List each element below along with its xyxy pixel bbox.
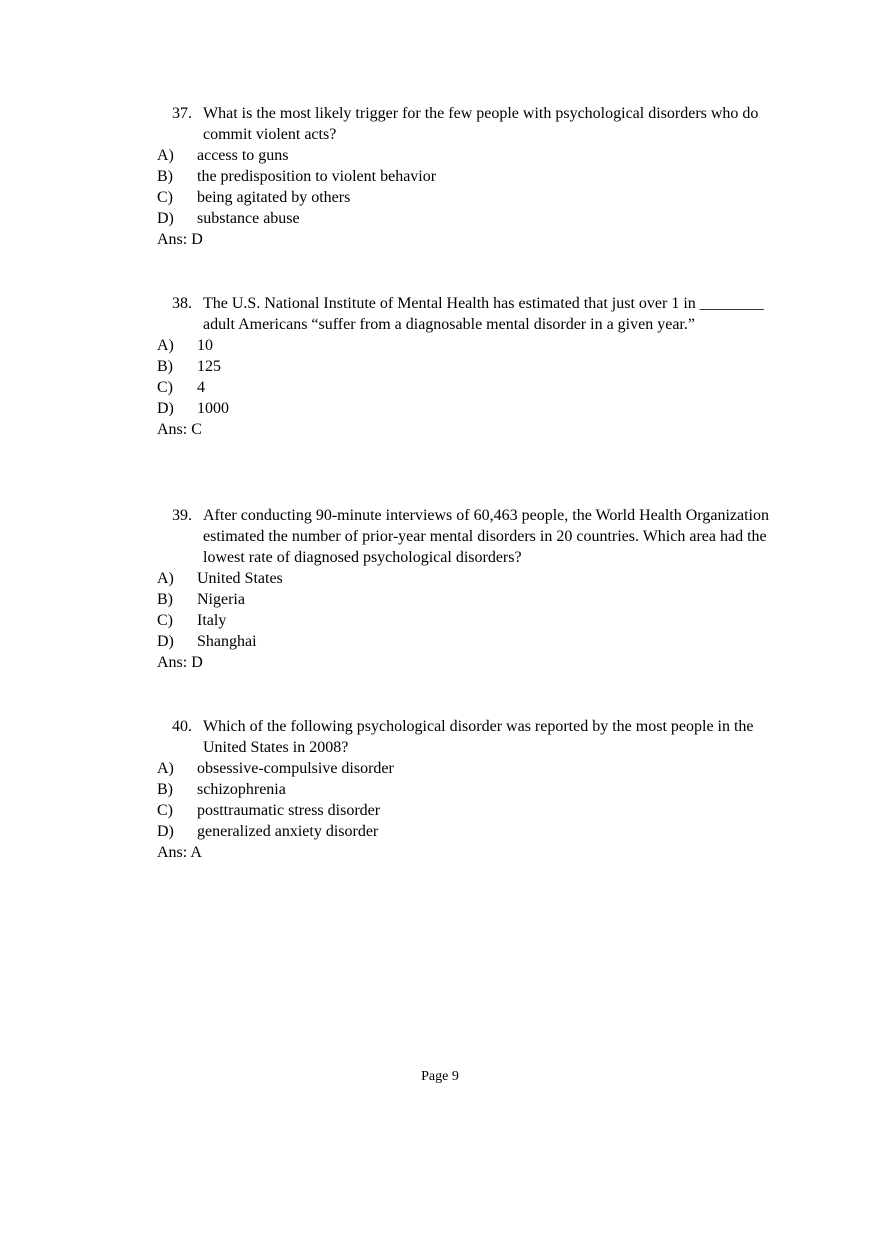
option-letter: A) <box>157 570 174 587</box>
option-letter: C) <box>157 379 173 396</box>
options-list <box>157 335 880 419</box>
option-text: being agitated by others <box>197 189 351 206</box>
question-40 <box>0 716 880 863</box>
question-stem <box>172 103 783 145</box>
option-text: generalized anxiety disorder <box>197 823 379 840</box>
option-a <box>157 335 880 356</box>
options-list <box>157 145 880 229</box>
option-d <box>157 208 880 229</box>
option-a <box>157 758 880 779</box>
option-letter: B) <box>157 168 173 185</box>
page-number: Page 9 <box>421 1069 459 1084</box>
option-b <box>157 779 880 800</box>
question-number: 39. <box>172 507 192 524</box>
question-stem <box>172 505 783 568</box>
options-list <box>157 568 880 652</box>
option-letter: A) <box>157 760 174 777</box>
option-text: 125 <box>197 358 221 375</box>
option-letter: D) <box>157 823 174 840</box>
option-letter: B) <box>157 781 173 798</box>
question-text: The U.S. National Institute of Mental Health has estimated that just over 1 in ________ adult Americans “suffer from a diagnosable mental disorder in a given year.” <box>203 295 764 333</box>
question-text: What is the most likely trigger for the few people with psychological disorders who do commit violent acts? <box>203 105 759 143</box>
question-number: 37. <box>172 105 192 122</box>
option-d <box>157 821 880 842</box>
question-stem <box>172 293 783 335</box>
option-text: 4 <box>197 379 205 396</box>
option-text: schizophrenia <box>197 781 286 798</box>
option-c <box>157 800 880 821</box>
option-a <box>157 145 880 166</box>
question-39 <box>0 505 880 673</box>
option-c <box>157 187 880 208</box>
option-text: substance abuse <box>197 210 300 227</box>
answer-line: Ans: D <box>157 231 203 248</box>
option-letter: C) <box>157 612 173 629</box>
option-text: Shanghai <box>197 633 257 650</box>
option-text: the predisposition to violent behavior <box>197 168 437 185</box>
option-text: United States <box>197 570 283 587</box>
option-letter: D) <box>157 633 174 650</box>
option-text: Nigeria <box>197 591 245 608</box>
option-b <box>157 356 880 377</box>
option-b <box>157 589 880 610</box>
option-c <box>157 610 880 631</box>
question-number: 38. <box>172 295 192 312</box>
answer-line: Ans: C <box>157 421 202 438</box>
option-letter: B) <box>157 591 173 608</box>
question-stem <box>172 716 783 758</box>
answer-line: Ans: D <box>157 654 203 671</box>
option-letter: A) <box>157 147 174 164</box>
question-37 <box>0 103 880 250</box>
answer-line: Ans: A <box>157 844 202 861</box>
option-letter: C) <box>157 802 173 819</box>
option-text: obsessive-compulsive disorder <box>197 760 394 777</box>
question-text: Which of the following psychological disorder was reported by the most people in the United States in 2008? <box>203 718 754 756</box>
option-c <box>157 377 880 398</box>
option-letter: D) <box>157 210 174 227</box>
option-letter: C) <box>157 189 173 206</box>
option-text: 1000 <box>197 400 229 417</box>
option-d <box>157 398 880 419</box>
option-letter: A) <box>157 337 174 354</box>
option-d <box>157 631 880 652</box>
option-b <box>157 166 880 187</box>
question-38 <box>0 293 880 440</box>
question-text: After conducting 90-minute interviews of 60,463 people, the World Health Organization estimated the number of prior-year mental disorders in 20 countries. Which area had the lowest rate of diagnosed psychological disorders? <box>203 507 769 566</box>
options-list <box>157 758 880 842</box>
option-text: access to guns <box>197 147 289 164</box>
option-letter: D) <box>157 400 174 417</box>
option-text: Italy <box>197 612 227 629</box>
option-a <box>157 568 880 589</box>
option-letter: B) <box>157 358 173 375</box>
option-text: posttraumatic stress disorder <box>197 802 381 819</box>
option-text: 10 <box>197 337 213 354</box>
question-number: 40. <box>172 718 192 735</box>
